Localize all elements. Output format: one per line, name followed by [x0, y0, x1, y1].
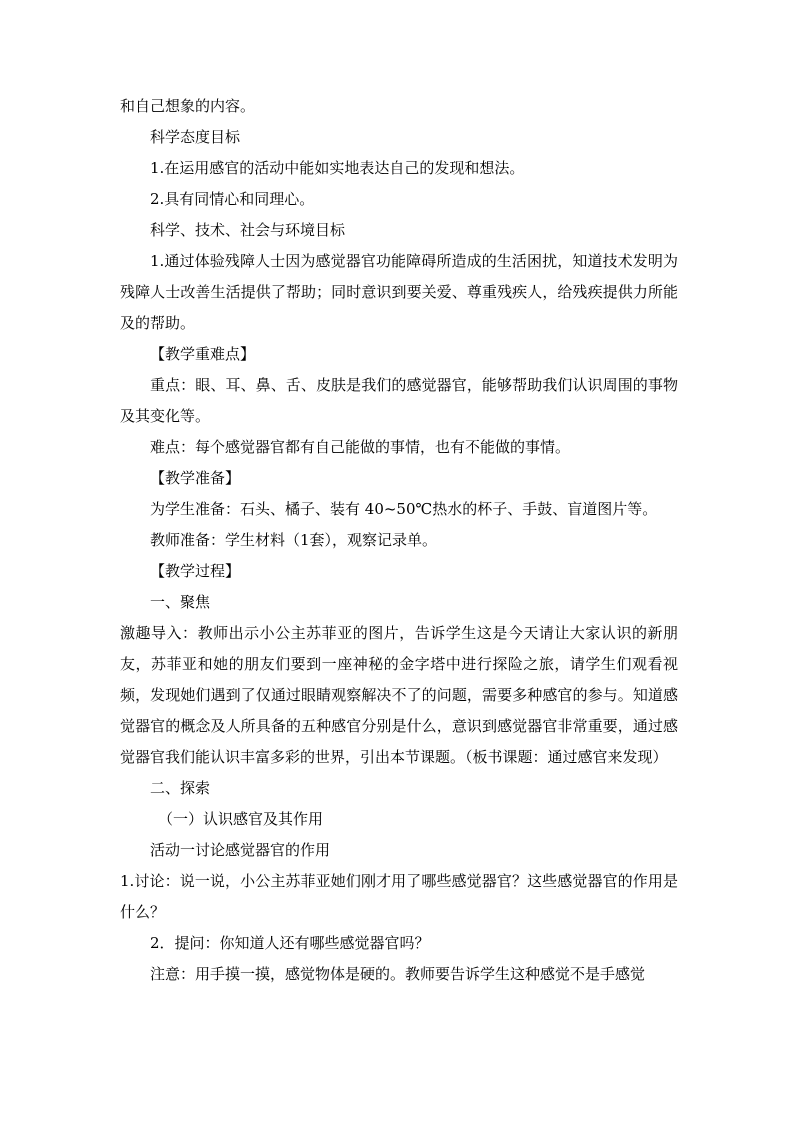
- heading-sts-goals: 科学、技术、社会与环境目标: [150, 221, 346, 239]
- difficult-point: 难点：每个感觉器官都有自己能做的事情，也有不能做的事情。: [150, 438, 571, 456]
- attitude-goal-2: 2.具有同情心和同理心。: [150, 190, 315, 208]
- heading-teaching-process: 【教学过程】: [150, 562, 241, 580]
- key-point: 重点：眼、耳、鼻、舌、皮肤是我们的感觉器官，能够帮助我们认识周围的事物及其变化等。: [120, 376, 678, 425]
- attitude-goal-1: 1.在运用感官的活动中能如实地表达自己的发现和想法。: [150, 159, 525, 177]
- subsection-senses: （一）认识感官及其作用: [158, 810, 324, 828]
- question-item-2: 2．提问：你知道人还有哪些感觉器官吗？: [150, 934, 430, 952]
- discussion-item-1: 1.讨论：说一说，小公主苏菲亚她们刚才用了哪些感觉器官？这些感觉器官的作用是什么？: [120, 872, 678, 921]
- heading-teaching-preparation: 【教学准备】: [150, 469, 241, 487]
- activity-one: 活动一讨论感觉器官的作用: [150, 841, 331, 859]
- document-page: [120, 91, 678, 990]
- sts-goal-1: 1.通过体验残障人士因为感觉器官功能障碍所造成的生活困扰，知道技术发明为残障人士改善生活提供了帮助；同时意识到要关爱、尊重残疾人，给残疾提供力所能及的帮助。: [120, 252, 678, 332]
- heading-science-attitude-goals: 科学态度目标: [150, 128, 241, 146]
- section-focus: 一、聚焦: [150, 593, 211, 611]
- student-preparation: 为学生准备：石头、橘子、装有 40~50℃热水的杯子、手鼓、盲道图片等。: [150, 500, 658, 518]
- note-paragraph: 注意：用手摸一摸，感觉物体是硬的。教师要告诉学生这种感觉不是手感觉: [150, 965, 646, 983]
- introduction-paragraph: 激趣导入：教师出示小公主苏菲亚的图片，告诉学生这是今天请让大家认识的新朋友，苏菲亚和她的朋友们要到一座神秘的金字塔中进行探险之旅，请学生们观看视频，发现她们遇到了仅通过眼睛观察解决不了的问题，需要多种感官的参与。知道感觉器官的概念及人所具备的五种感官分别是什么，意识到感觉器官非常重要，通过感觉器官我们能认识丰富多彩的世界，引出本节课题。（板书课题：通过感官来发现）: [120, 624, 678, 766]
- heading-key-difficult-points: 【教学重难点】: [150, 345, 256, 363]
- section-explore: 二、探索: [150, 779, 211, 797]
- teacher-preparation: 教师准备：学生材料（1套），观察记录单。: [150, 531, 438, 549]
- paragraph-continuation: 和自己想象的内容。: [120, 97, 256, 115]
